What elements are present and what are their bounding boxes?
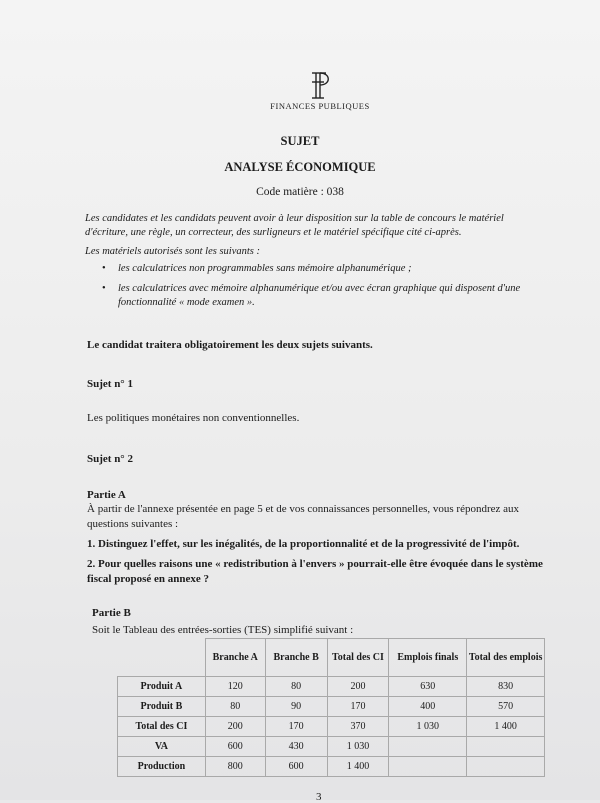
column-header: Total des CI bbox=[327, 639, 389, 677]
row-header: Production bbox=[118, 757, 206, 777]
tes-table bbox=[117, 638, 545, 777]
table-row bbox=[118, 757, 545, 777]
table-cell: 80 bbox=[265, 677, 327, 697]
subject-title: ANALYSE ÉCONOMIQUE bbox=[224, 160, 376, 174]
table-row bbox=[118, 717, 545, 737]
sujet2-heading: Sujet n° 2 bbox=[87, 453, 133, 465]
table-corner-cell bbox=[118, 639, 206, 677]
row-header: Produit B bbox=[118, 697, 206, 717]
table-cell: 800 bbox=[205, 757, 265, 777]
subject-code: Code matière : 038 bbox=[256, 186, 344, 198]
partie-b-text: Soit le Tableau des entrées-sorties (TES) simplifié suivant : bbox=[92, 624, 354, 636]
column-header: Emplois finals bbox=[389, 639, 467, 677]
list-item: • les calculatrices avec mémoire alphanumérique et/ou avec écran graphique qui disposent d'une fonctionnalité « mode examen ». bbox=[102, 283, 521, 308]
table-header-row bbox=[118, 639, 545, 677]
bullet-icon: • bbox=[102, 283, 106, 294]
table-cell: 1 030 bbox=[389, 717, 467, 737]
table-cell: 90 bbox=[265, 697, 327, 717]
column-header: Branche A bbox=[205, 639, 265, 677]
partie-a-text: À partir de l'annexe présentée en page 5 et de vos connaissances personnelles, vous répondrez aux questions suivantes : bbox=[87, 503, 520, 530]
page-title: SUJET bbox=[280, 134, 320, 148]
list-item: • les calculatrices non programmables sans mémoire alphanumérique ; bbox=[102, 263, 412, 274]
table-cell: 1 400 bbox=[467, 717, 545, 737]
table-row bbox=[118, 737, 545, 757]
table-cell: 200 bbox=[205, 717, 265, 737]
row-header: Total des CI bbox=[118, 717, 206, 737]
partie-b-heading: Partie B bbox=[92, 607, 131, 619]
finances-publiques-logo bbox=[270, 70, 370, 111]
table-cell: 570 bbox=[467, 697, 545, 717]
sujet1-heading: Sujet n° 1 bbox=[87, 378, 133, 390]
table-row bbox=[118, 697, 545, 717]
row-header: VA bbox=[118, 737, 206, 757]
table-cell bbox=[467, 737, 545, 757]
logo-text: FINANCES PUBLIQUES bbox=[270, 101, 370, 111]
table-cell: 600 bbox=[205, 737, 265, 757]
table-cell: 120 bbox=[205, 677, 265, 697]
question-2: 2. Pour quelles raisons une « redistribution à l'envers » pourrait-elle être évoquée dans le système fiscal proposé en annexe ? bbox=[87, 558, 543, 585]
table-cell: 80 bbox=[205, 697, 265, 717]
column-header: Total des emplois bbox=[467, 639, 545, 677]
table-cell: 170 bbox=[327, 697, 389, 717]
instructions-paragraph: Les candidates et les candidats peuvent avoir à leur disposition sur la table de concours le matériel d'écriture, une règle, un correcteur, des surligneurs et le matériel spécifique cité ci-après. bbox=[85, 213, 504, 238]
sujet1-text: Les politiques monétaires non conventionnelles. bbox=[87, 412, 300, 424]
column-header: Branche B bbox=[265, 639, 327, 677]
table-cell bbox=[389, 737, 467, 757]
table-cell: 600 bbox=[265, 757, 327, 777]
table-cell: 200 bbox=[327, 677, 389, 697]
page-number: 3 bbox=[316, 791, 322, 803]
table-cell: 1 030 bbox=[327, 737, 389, 757]
finances-publiques-emblem-icon bbox=[307, 70, 333, 100]
table-cell: 400 bbox=[389, 697, 467, 717]
table-cell bbox=[467, 757, 545, 777]
table-cell bbox=[389, 757, 467, 777]
table-cell: 1 400 bbox=[327, 757, 389, 777]
row-header: Produit A bbox=[118, 677, 206, 697]
table-cell: 370 bbox=[327, 717, 389, 737]
table-cell: 170 bbox=[265, 717, 327, 737]
intro-statement: Le candidat traitera obligatoirement les deux sujets suivants. bbox=[87, 339, 373, 351]
partie-a-heading: Partie A bbox=[87, 489, 126, 501]
authorized-materials-intro: Les matériels autorisés sont les suivants : bbox=[85, 246, 260, 257]
authorized-materials-list bbox=[100, 262, 540, 316]
table-row bbox=[118, 677, 545, 697]
table-cell: 830 bbox=[467, 677, 545, 697]
table-cell: 630 bbox=[389, 677, 467, 697]
table-cell: 430 bbox=[265, 737, 327, 757]
question-1: 1. Distinguez l'effet, sur les inégalités, de la proportionnalité et de la progressivité de l'impôt. bbox=[87, 538, 520, 550]
bullet-icon: • bbox=[102, 263, 106, 274]
